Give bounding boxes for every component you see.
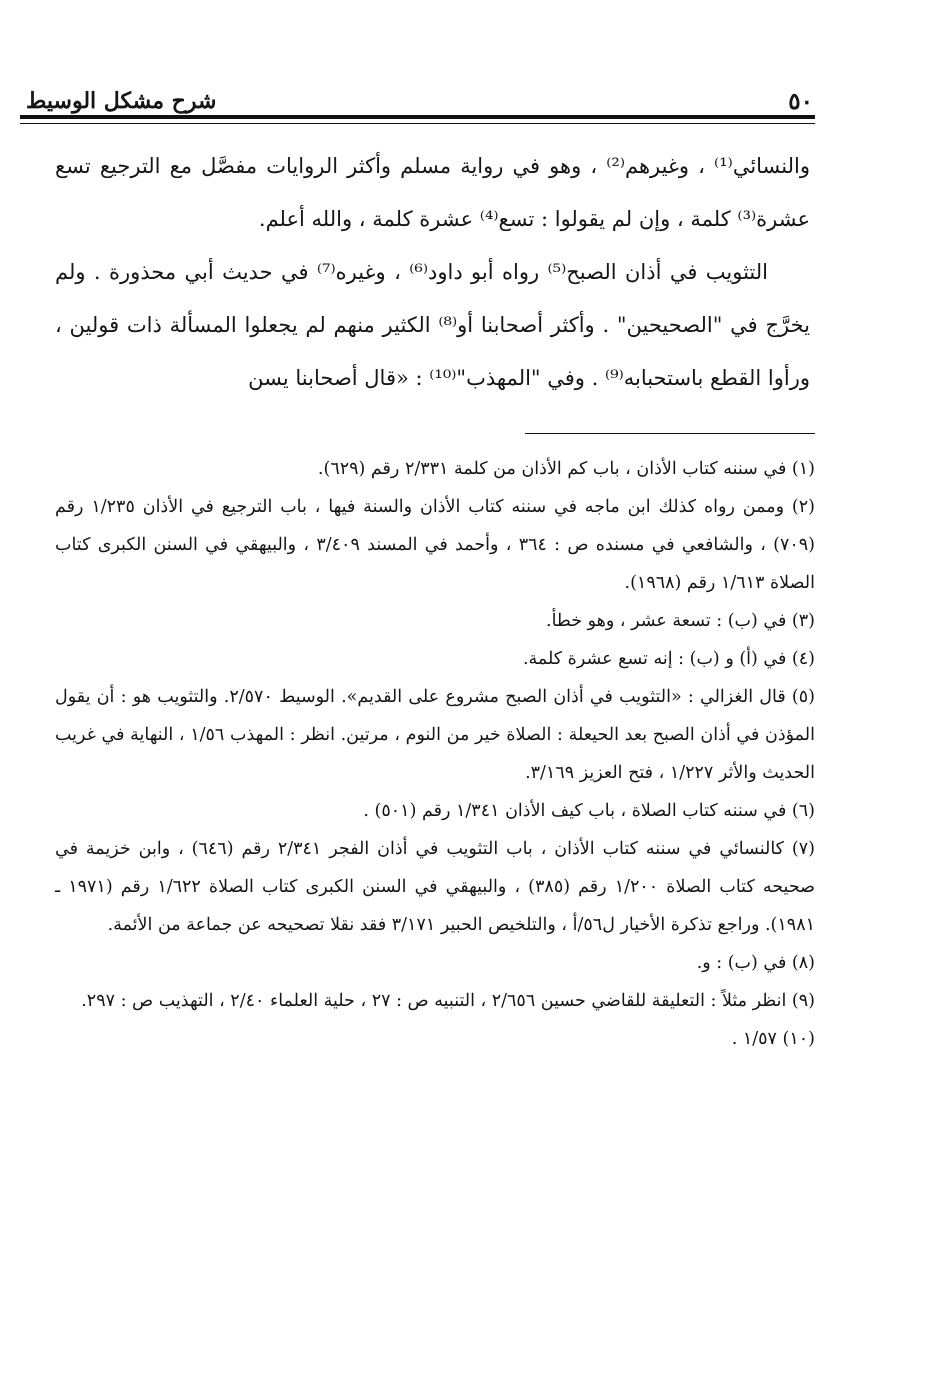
footnote: (٥) قال الغزالي : «التثويب في أذان الصبح مشروع على القديم». الوسيط ٢/٥٧٠. والتثويب هو : أن يقول المؤذن في أذان الصبح بعد الحيعلة : الصلاة خير من النوم ، مرتين. انظر : المهذب ١/٥٦ ، النهاية في غريب الحديث والأثر ١/٢٢٧ ، فتح العزيز ٣/١٦٩. — [55, 687, 815, 783]
header-rule-thin — [20, 123, 815, 124]
paragraph: التثويب في أذان الصبح⁽⁵⁾ رواه أبو داود⁽⁶⁾ ، وغيره⁽⁷⁾ في حديث أبي محذورة . ولم يخرَّج في "الصحيحين" . وأكثر أصحابنا أو⁽⁸⁾ الكثير منهم لم يجعلوا المسألة ذات قولين ، ورأوا القطع باستحبابه⁽⁹⁾ . وفي "المهذب"⁽¹⁰⁾ : «قال أصحابنا يسن — [55, 260, 810, 390]
paragraph: والنسائي⁽¹⁾ ، وغيرهم⁽²⁾ ، وهو في رواية مسلم وأكثر الروايات مفصَّل مع الترجيع تسع عشرة⁽³⁾ كلمة ، وإن لم يقولوا : تسع⁽⁴⁾ عشرة كلمة ، والله أعلم. — [55, 154, 811, 231]
footnote: (٦) في سننه كتاب الصلاة ، باب كيف الأذان ١/٣٤١ رقم (٥٠١) . — [363, 801, 815, 821]
header-rule-thick — [20, 115, 815, 119]
footnote: (٢) وممن رواه كذلك ابن ماجه في سننه كتاب الأذان والسنة فيها ، باب الترجيع في الأذان ١/٢٣٥ رقم (٧٠٩) ، والشافعي في مسنده ص : ٣٦٤ ، وأحمد في المسند ٣/٤٠٩ ، والبيهقي في السنن الكبرى كتاب الصلاة ١/٦١٣ رقم (١٩٦٨). — [55, 497, 815, 593]
main-text — [55, 140, 810, 405]
footnote: (١) في سننه كتاب الأذان ، باب كم الأذان من كلمة ٢/٣٣١ رقم (٦٢٩). — [317, 459, 815, 479]
running-title: شرح مشكل الوسيط — [26, 88, 217, 114]
footnote: (٧) كالنسائي في سننه كتاب الأذان ، باب التثويب في أذان الفجر ٢/٣٤١ رقم (٦٤٦) ، وابن خزيمة في صحيحه كتاب الصلاة ١/٢٠٠ رقم (٣٨٥) ، والبيهقي في السنن الكبرى كتاب الصلاة ١/٦٢٢ رقم (١٩٧١ ـ ١٩٨١). وراجع تذكرة الأخيار ل٥٦/أ ، والتلخيص الحبير ٣/١٧١ فقد نقلا تصحيحه عن جماعة من الأئمة. — [55, 839, 815, 935]
page-header — [20, 88, 815, 128]
footnote: (٨) في (ب) : و. — [696, 953, 815, 973]
footnote: (١٠) ١/٥٧ . — [731, 1029, 815, 1049]
page-number: ٥٠ — [788, 88, 813, 115]
footnote: (٩) انظر مثلاً : التعليقة للقاضي حسين ٢/٦٥٦ ، التنبيه ص : ٢٧ ، حلية العلماء ٢/٤٠ ، التهذيب ص : ٢٩٧. — [81, 991, 815, 1011]
footnote-separator — [525, 433, 815, 434]
footnotes — [55, 450, 815, 1058]
footnote: (٤) في (أ) و (ب) : إنه تسع عشرة كلمة. — [522, 649, 815, 669]
footnote: (٣) في (ب) : تسعة عشر ، وهو خطأ. — [546, 611, 815, 631]
